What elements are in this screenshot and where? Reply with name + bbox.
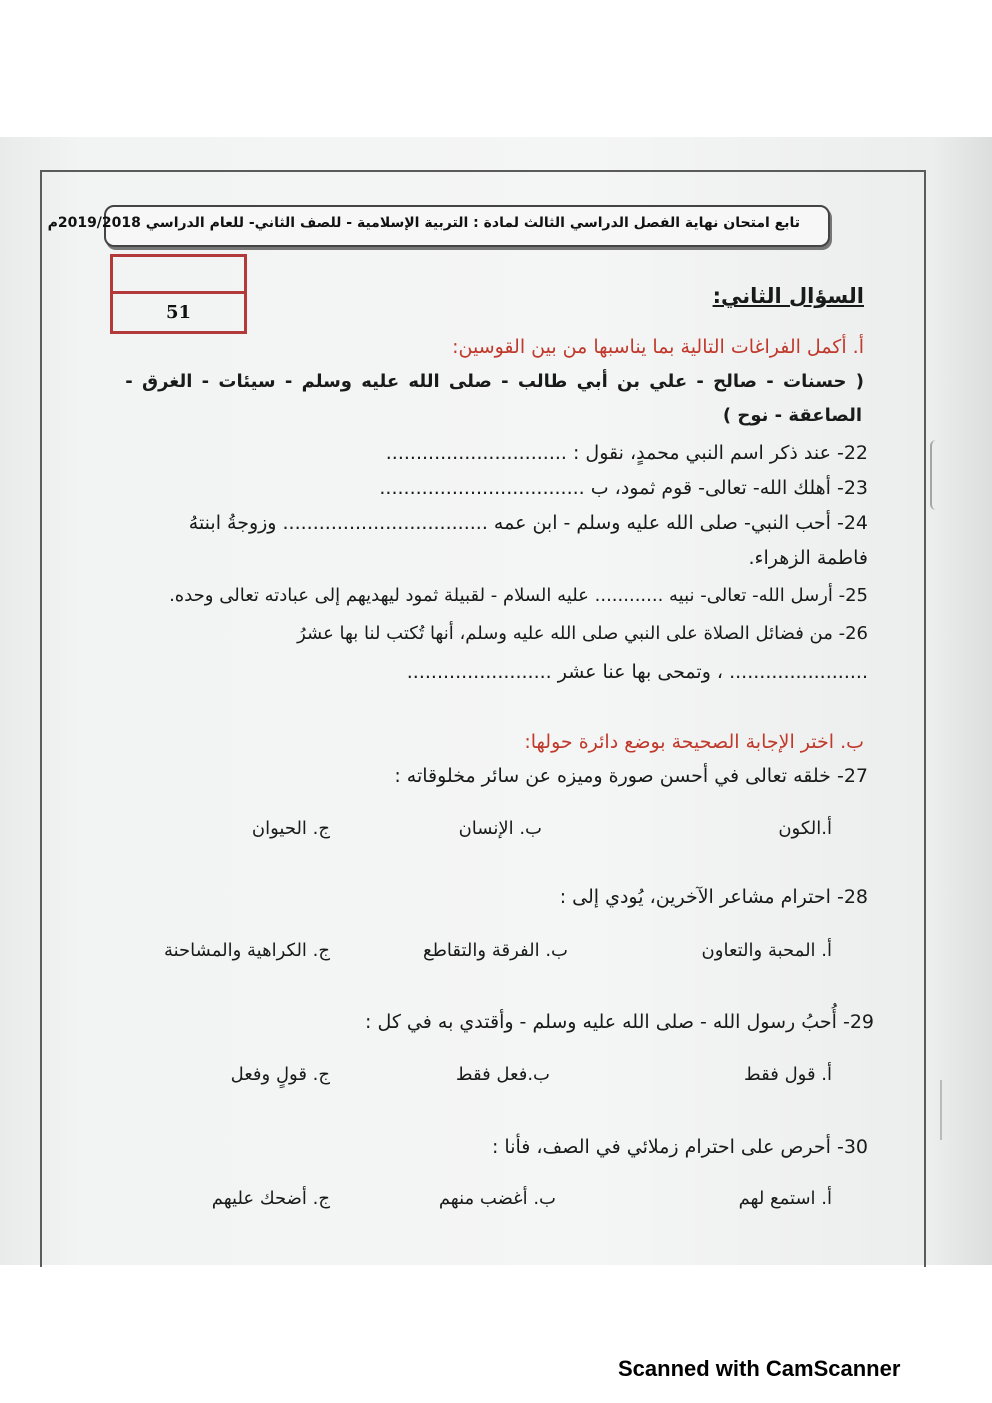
grade-box-top [113, 257, 244, 294]
grade-box [110, 254, 247, 334]
word-bank-line1: ( حسنات - صالح - علي بن أبي طالب - صلى الله عليه وسلم - سيئات - الغرق - [125, 371, 864, 392]
q27-option-a[interactable]: أ.الكون [778, 818, 832, 839]
exam-header-box [47, 205, 830, 247]
item-26-cont: ....................... ، وتمحى بها عنا عشر ........................ [406, 661, 868, 683]
staple-mark-lower [940, 1080, 950, 1140]
question-30: 30- أحرص على احترام زملائي في الصف، فأنا : [491, 1136, 868, 1158]
question-29: 29- أُحبُ رسول الله - صلى الله عليه وسلم - وأقتدي به في كل : [365, 1011, 874, 1033]
item-25: 25- أرسل الله- تعالى- نبيه ............ عليه السلام - لقبيلة ثمود ليهديهم إلى عبادته تعالى وحده. [169, 585, 868, 606]
q29-option-a[interactable]: أ. قول فقط [744, 1064, 832, 1085]
q28-option-b[interactable]: ب. الفرقة والتقاطع [423, 940, 568, 961]
item-22: 22- عند ذكر اسم النبي محمدٍ، نقول : .............................. [385, 442, 868, 464]
section-a-instruction: أ. أكمل الفراغات التالية بما يناسبها من بين القوسين: [452, 336, 864, 358]
exam-sheet-border [40, 170, 926, 1267]
staple-mark [930, 440, 946, 510]
word-bank-line2: الصاعقة - نوح ) [722, 405, 862, 426]
q27-option-c[interactable]: ج. الحيوان [251, 818, 330, 839]
question-27: 27- خلقه تعالى في أحسن صورة وميزه عن سائر مخلوقاته : [394, 765, 868, 787]
q30-option-a[interactable]: أ. استمع لهم [738, 1188, 832, 1209]
q28-option-a[interactable]: أ. المحبة والتعاون [701, 940, 832, 961]
q30-option-c[interactable]: ج. أضحك عليهم [211, 1188, 330, 1209]
camscanner-watermark: Scanned with CamScanner [618, 1356, 901, 1381]
section-b-instruction: ب. اختر الإجابة الصحيحة بوضع دائرة حولها: [524, 731, 864, 753]
grade-box-score: 51 [165, 302, 192, 323]
q27-option-b[interactable]: ب. الإنسان [458, 818, 542, 839]
q30-option-b[interactable]: ب. أغضب منهم [438, 1188, 556, 1209]
exam-header-text: تابع امتحان نهاية الفصل الدراسي الثالث لمادة : التربية الإسلامية - للصف الثاني- للعام الدراسي 2019/2018م [47, 215, 800, 231]
q29-option-b[interactable]: ب.فعل فقط [455, 1064, 550, 1085]
question-28: 28- احترام مشاعر الآخرين، يُودي إلى : [559, 886, 868, 908]
question-title: السؤال الثاني: [712, 284, 864, 308]
item-23: 23- أهلك الله- تعالى- قوم ثمود، ب .................................. [379, 477, 868, 499]
item-24: 24- أحب النبي- صلى الله عليه وسلم - ابن عمه .................................. وزوجةُ ابنتهُ [188, 512, 868, 534]
q28-option-c[interactable]: ج. الكراهية والمشاحنة [163, 940, 330, 961]
q29-option-c[interactable]: ج. قولٍ وفعل [230, 1064, 330, 1085]
item-26: 26- من فضائل الصلاة على النبي صلى الله عليه وسلم، أنها تُكتب لنا بها عشرُ [297, 623, 868, 644]
item-24-cont: فاطمة الزهراء. [748, 547, 868, 569]
